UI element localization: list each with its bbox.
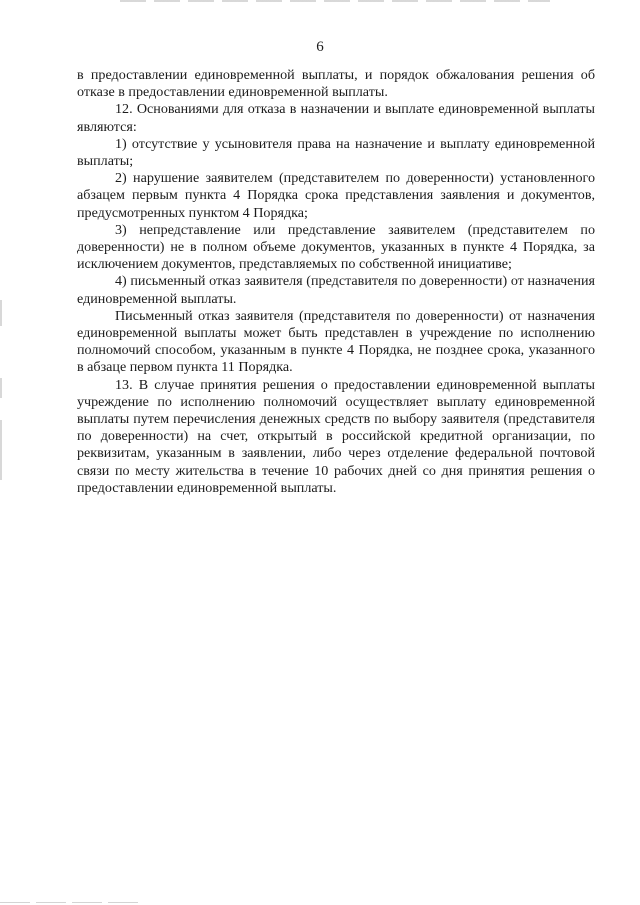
paragraph: 13. В случае принятия решения о предоставлении единовременной выплаты учреждение по исполнению полномочий осуществляет выплату единовременной выплаты путем перечисления денежных средств по выбору заявителя (представителя по доверенности) на счет, открытый в российской кредитной организации, по реквизитам, указанным в заявлении, либо через отделение федеральной почтовой связи по месту жительства в течение 10 рабочих дней со дня принятия решения о предоставлении единовременной выплаты. bbox=[77, 376, 595, 496]
paragraph: Письменный отказ заявителя (представителя по доверенности) от назначения единовременной выплаты может быть представлен в учреждение по исполнению полномочий способом, указанным в пункте 4 Порядка, не позднее срока, указанного в абзаце первом пункта 11 Порядка. bbox=[77, 307, 595, 376]
paragraph: 2) нарушение заявителем (представителем по доверенности) установленного абзацем первым пункта 4 Порядка срока представления заявления и документов, предусмотренных пунктом 4 Порядка; bbox=[77, 170, 595, 221]
paragraph: 12. Основаниями для отказа в назначении и выплате единовременной выплаты являются: bbox=[77, 101, 595, 135]
paragraph: 4) письменный отказ заявителя (представителя по доверенности) от назначения единовременной выплаты. bbox=[77, 273, 595, 307]
scan-edge-left-mark bbox=[0, 300, 2, 326]
document-body bbox=[77, 67, 595, 497]
scan-edge-left-mark bbox=[0, 378, 2, 398]
paragraph: 1) отсутствие у усыновителя права на назначение и выплату единовременной выплаты; bbox=[77, 135, 595, 170]
paragraph: 3) непредставление или представление заявителем (представителем по доверенности) не в полном объеме документов, указанных в пункте 4 Порядка, за исключением документов, представляемых по собственной инициативе; bbox=[77, 221, 595, 273]
scan-edge-bottom bbox=[0, 902, 140, 903]
paragraph: в предоставлении единовременной выплаты, и порядок обжалования решения об отказе в предоставлении единовременной выплаты. bbox=[77, 67, 595, 101]
scan-edge-top bbox=[120, 0, 550, 2]
page-number: 6 bbox=[316, 39, 324, 55]
scan-edge-left-mark bbox=[0, 420, 2, 480]
